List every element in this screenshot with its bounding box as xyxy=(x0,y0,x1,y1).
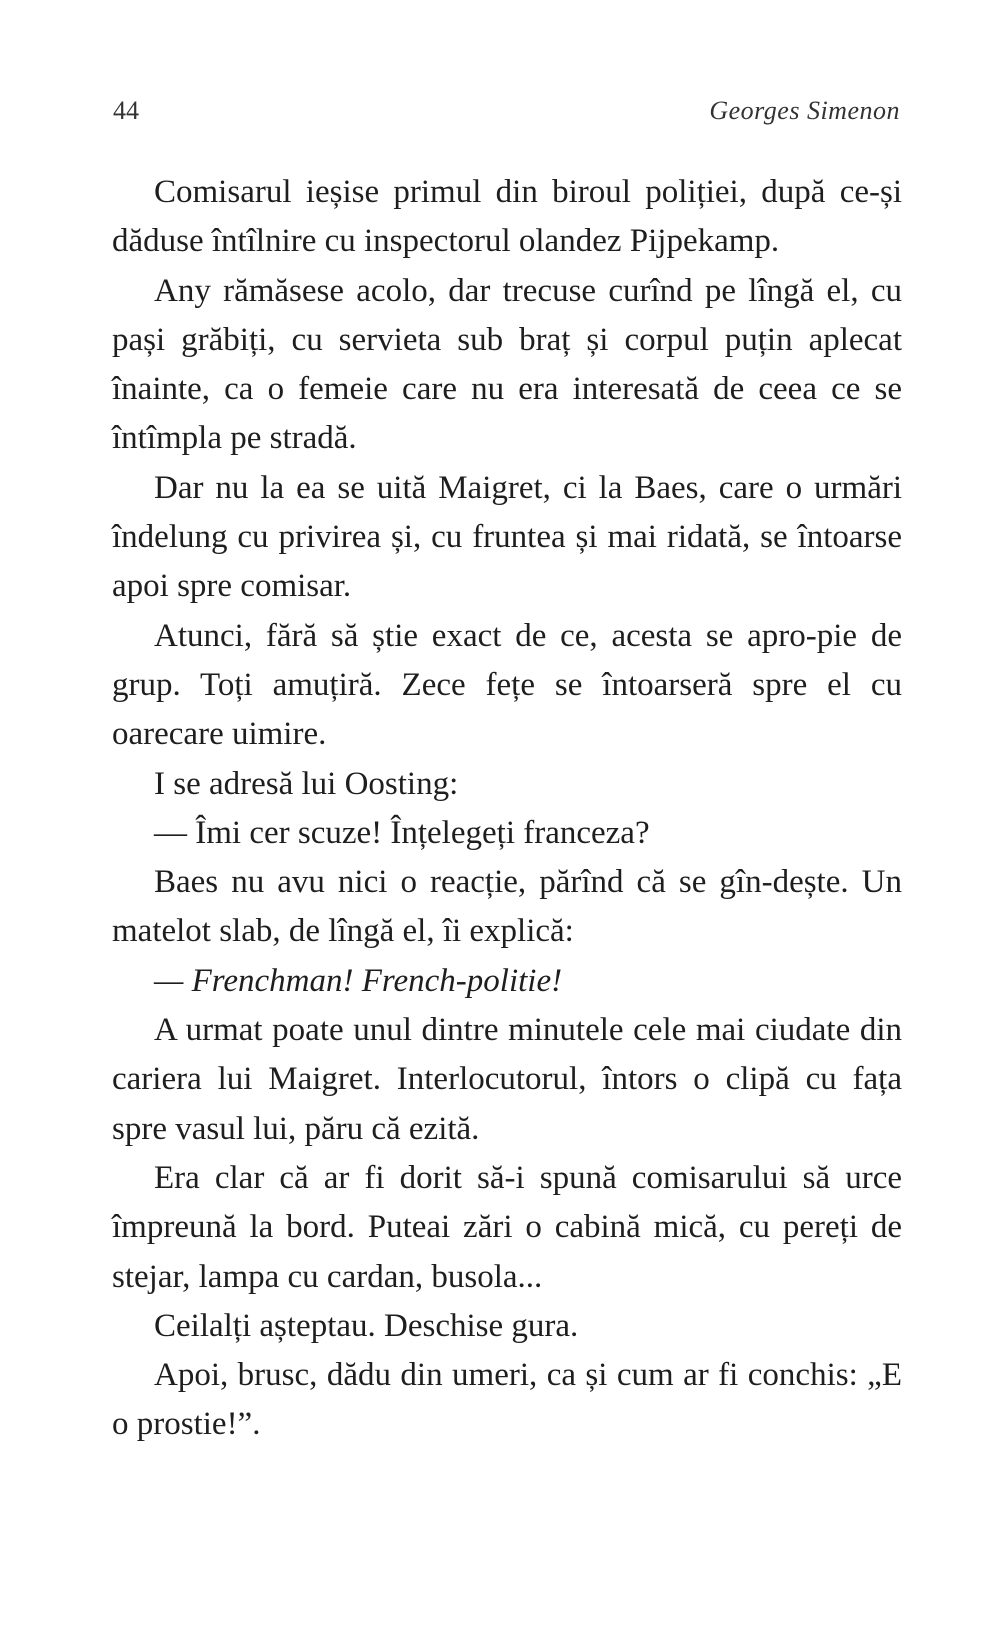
body-text xyxy=(112,168,902,1450)
page-header xyxy=(113,96,900,136)
paragraph: Era clar că ar fi dorit să-i spună comisarului să urce împreună la bord. Puteai zări o cabină mică, cu pereți de stejar, lampa cu cardan, busola... xyxy=(112,1159,902,1295)
paragraph: Atunci, fără să știe exact de ce, acesta se apro-pie de grup. Toți amuțiră. Zece fețe se întoarseră spre el cu oarecare uimire. xyxy=(112,617,902,753)
dialogue-line: — Îmi cer scuze! Înțelegeți franceza? xyxy=(154,814,650,851)
page-number: 44 xyxy=(113,96,139,125)
dialogue-line-italic: — Frenchman! French-politie! xyxy=(154,962,563,999)
paragraph: Any rămăsese acolo, dar trecuse curînd pe lîngă el, cu pași grăbiți, cu servieta sub braț și corpul puțin aplecat înainte, ca o femeie care nu era interesată de ceea ce se întîmpla pe stradă. xyxy=(112,272,902,457)
paragraph: I se adresă lui Oosting: xyxy=(154,765,459,802)
running-title: Georges Simenon xyxy=(709,96,900,125)
paragraph: Dar nu la ea se uită Maigret, ci la Baes, care o urmări îndelung cu privirea și, cu fruntea și mai ridată, se întoarse apoi spre comisar. xyxy=(112,469,902,605)
paragraph: Comisarul ieșise primul din biroul poliției, după ce-și dăduse întîlnire cu inspectorul olandez Pijpekamp. xyxy=(112,174,902,260)
paragraph: Apoi, brusc, dădu din umeri, ca și cum ar fi conchis: „E o prostie!”. xyxy=(112,1357,902,1443)
paragraph: A urmat poate unul dintre minutele cele mai ciudate din cariera lui Maigret. Interlocutorul, întors o clipă cu fața spre vasul lui, păru că ezită. xyxy=(112,1012,902,1147)
paragraph: Baes nu avu nici o reacție, părînd că se gîn-dește. Un matelot slab, de lîngă el, îi explică: xyxy=(112,864,902,950)
paragraph: Ceilalți așteptau. Deschise gura. xyxy=(154,1307,579,1344)
